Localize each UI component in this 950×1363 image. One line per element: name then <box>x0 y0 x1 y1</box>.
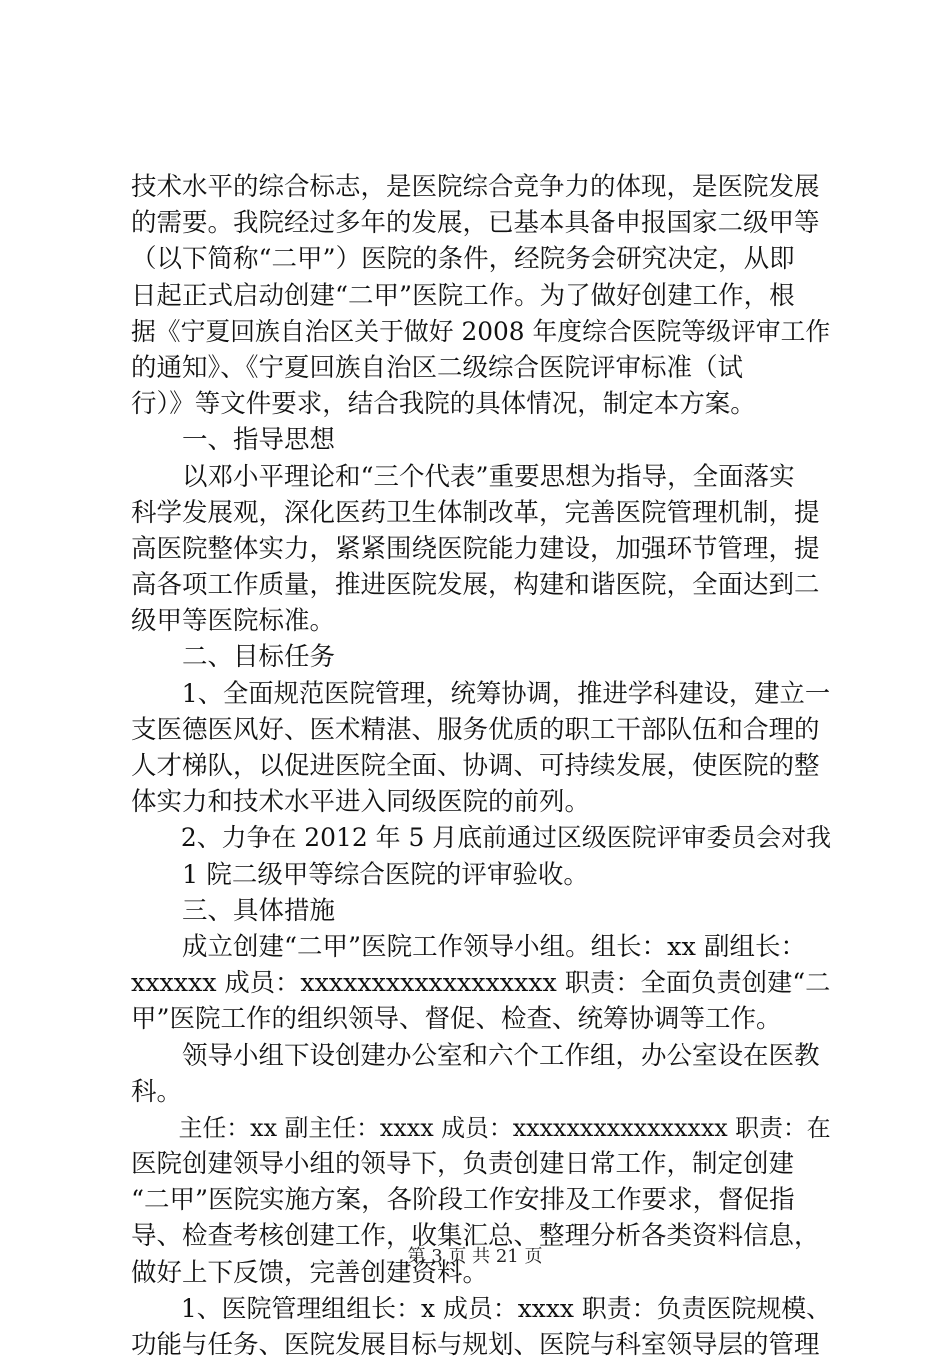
body-text <box>131 169 831 1363</box>
text-line: 二、目标任务 <box>131 642 336 673</box>
text-line: （以下简称“二甲”）医院的条件，经院务会研究决定，从即 <box>131 244 795 275</box>
text-line: 成立创建“二甲”医院工作领导小组。组长：xx 副组长： <box>131 931 806 962</box>
text-line: 2、力争在 2012 年 5 月底前通过区级医院评审委员会对我 <box>131 823 831 853</box>
text-line: 1、医院管理组组长：x 成员：xxxx 职责：负责医院规模、 <box>131 1293 831 1323</box>
text-line: 1、全面规范医院管理，统筹协调，推进学科建设，建立一 <box>131 678 831 708</box>
text-line: 主任：xx 副主任：xxxx 成员：xxxxxxxxxxxxxxxx 职责：在 <box>131 1113 831 1142</box>
text-line: 以邓小平理论和“三个代表”重要思想为指导，全面落实 <box>131 461 795 492</box>
text-line: 技术水平的综合标志，是医院综合竞争力的体现，是医院发展 <box>131 172 820 202</box>
text-line: 的通知》、《宁夏回族自治区二级综合医院评审标准（试 <box>131 352 744 383</box>
text-line: 1 院二级甲等综合医院的评审验收。 <box>131 859 589 890</box>
text-line: 高各项工作质量，推进医院发展，构建和谐医院，全面达到二 <box>131 570 820 601</box>
text-line: 导、检查考核创建工作，收集汇总、整理分析各类资料信息， <box>131 1221 820 1252</box>
text-line: 功能与任务、医院发展目标与规划、医院与科室领导层的管理 <box>131 1330 820 1360</box>
text-line: 领导小组下设创建办公室和六个工作组，办公室设在医教 <box>131 1040 820 1071</box>
text-line: 日起正式启动创建“二甲”医院工作。为了做好创建工作，根 <box>131 280 795 311</box>
text-line: xxxxxx 成员：xxxxxxxxxxxxxxxxxx 职责：全面负责创建“二 <box>131 968 831 998</box>
text-line: 科学发展观，深化医药卫生体制改革，完善医院管理机制，提 <box>131 497 820 528</box>
page-footer: 第 3 页 共 21 页 <box>407 1246 543 1267</box>
text-line: 级甲等医院标准。 <box>131 606 336 637</box>
text-line: 甲”医院工作的组织领导、督促、检查、统筹协调等工作。 <box>131 1004 782 1035</box>
text-line: 高医院整体实力，紧紧围绕医院能力建设，加强环节管理，提 <box>131 533 820 564</box>
text-line: 人才梯队，以促进医院全面、协调、可持续发展，使医院的整 <box>131 751 820 781</box>
text-line: “二甲”医院实施方案，各阶段工作安排及工作要求，督促指 <box>131 1185 795 1216</box>
text-line: 科。 <box>131 1076 183 1107</box>
text-line: 体实力和技术水平进入同级医院的前列。 <box>131 787 591 818</box>
text-line: 据《宁夏回族自治区关于做好 2008 年度综合医院等级评审工作 <box>131 316 831 346</box>
text-line: 支医德医风好、医术精湛、服务优质的职工干部队伍和合理的 <box>131 714 820 745</box>
text-line: 的需要。我院经过多年的发展，已基本具备申报国家二级甲等 <box>131 208 820 239</box>
text-line: 一、指导思想 <box>131 425 336 456</box>
text-line: 医院创建领导小组的领导下，负责创建日常工作，制定创建 <box>131 1149 795 1180</box>
text-line: 做好上下反馈，完善创建资料。 <box>131 1257 489 1288</box>
text-line: 三、具体措施 <box>131 895 336 926</box>
text-line: 行）》等文件要求，结合我院的具体情况，制定本方案。 <box>131 389 756 420</box>
